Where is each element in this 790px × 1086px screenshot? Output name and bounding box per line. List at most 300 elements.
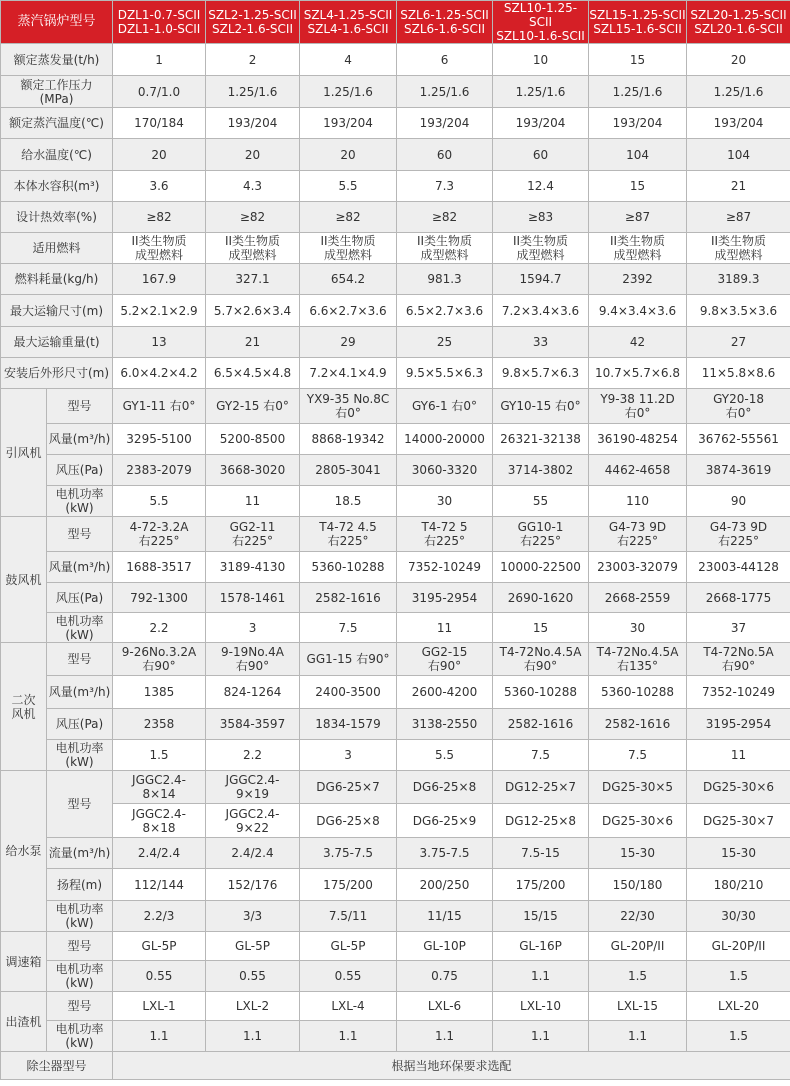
value-cell: DG25-30×5 — [589, 771, 687, 804]
value-cell: 11 — [397, 613, 493, 643]
table-row — [1, 613, 790, 643]
value-cell: DG25-30×7 — [687, 804, 790, 838]
value-cell: 3189-4130 — [206, 552, 300, 583]
table-row — [1, 233, 790, 264]
row-label: 适用燃料 — [1, 233, 113, 264]
value-cell: 9.4×3.4×3.6 — [589, 295, 687, 327]
table-row — [1, 709, 790, 740]
value-cell: 193/204 — [300, 108, 397, 139]
model-header: SZL15-1.25-SCII SZL15-1.6-SCII — [589, 1, 687, 44]
value-cell: 6.5×4.5×4.8 — [206, 358, 300, 389]
table-row — [1, 901, 790, 932]
value-cell: 0.7/1.0 — [113, 76, 206, 108]
value-cell: 7.5 — [300, 613, 397, 643]
value-cell: GL-16P — [493, 932, 589, 961]
value-cell: 2 — [206, 44, 300, 76]
value-cell: 30 — [589, 613, 687, 643]
value-cell: 15 — [493, 613, 589, 643]
row-label: 最大运输尺寸(m) — [1, 295, 113, 327]
value-cell: 7.5 — [589, 740, 687, 771]
value-cell: 1.1 — [589, 1021, 687, 1052]
value-cell: 25 — [397, 327, 493, 358]
value-cell: 7.2×4.1×4.9 — [300, 358, 397, 389]
value-cell: DG12-25×7 — [493, 771, 589, 804]
value-cell: 13 — [113, 327, 206, 358]
value-cell: GG2-15 右90° — [397, 643, 493, 676]
model-header: SZL4-1.25-SCII SZL4-1.6-SCII — [300, 1, 397, 44]
table-row — [1, 676, 790, 709]
value-cell: 2400-3500 — [300, 676, 397, 709]
sub-label: 扬程(m) — [47, 869, 113, 901]
value-cell: 3668-3020 — [206, 455, 300, 486]
value-cell: 193/204 — [206, 108, 300, 139]
model-header: SZL20-1.25-SCII SZL20-1.6-SCII — [687, 1, 790, 44]
value-cell: 2.4/2.4 — [113, 838, 206, 869]
model-header: SZL2-1.25-SCII SZL2-1.6-SCII — [206, 1, 300, 44]
table-row — [1, 139, 790, 171]
sub-label: 电机功率 (kW) — [47, 1021, 113, 1052]
value-cell: 2582-1616 — [300, 583, 397, 613]
value-cell: 5.5 — [397, 740, 493, 771]
value-cell: 20 — [206, 139, 300, 171]
table-row — [1, 389, 790, 424]
value-cell: 2668-2559 — [589, 583, 687, 613]
value-cell: 1.1 — [397, 1021, 493, 1052]
model-header: DZL1-0.7-SCII DZL1-1.0-SCII — [113, 1, 206, 44]
value-cell: GL-5P — [300, 932, 397, 961]
row-label: 最大运输重量(t) — [1, 327, 113, 358]
value-cell: 21 — [687, 171, 790, 202]
table-row — [1, 838, 790, 869]
value-cell: ≥83 — [493, 202, 589, 233]
value-cell: JGGC2.4- 8×14 — [113, 771, 206, 804]
value-cell: 15 — [589, 171, 687, 202]
table-row — [1, 643, 790, 676]
value-cell: 3060-3320 — [397, 455, 493, 486]
value-cell: 2805-3041 — [300, 455, 397, 486]
value-cell: 3.75-7.5 — [300, 838, 397, 869]
value-cell: 2358 — [113, 709, 206, 740]
value-cell: 193/204 — [589, 108, 687, 139]
table-row — [1, 44, 790, 76]
value-cell: 2383-2079 — [113, 455, 206, 486]
sub-label: 型号 — [47, 517, 113, 552]
row-label: 给水温度(℃) — [1, 139, 113, 171]
value-cell: 1 — [113, 44, 206, 76]
value-cell: 193/204 — [397, 108, 493, 139]
value-cell: 7.5-15 — [493, 838, 589, 869]
value-cell: 9.8×3.5×3.6 — [687, 295, 790, 327]
value-cell: II类生物质 成型燃料 — [300, 233, 397, 264]
footer-row — [1, 1052, 790, 1080]
sub-label: 电机功率 (kW) — [47, 740, 113, 771]
model-header: SZL6-1.25-SCII SZL6-1.6-SCII — [397, 1, 493, 44]
value-cell: JGGC2.4- 8×18 — [113, 804, 206, 838]
value-cell: 90 — [687, 486, 790, 517]
sub-label: 风压(Pa) — [47, 583, 113, 613]
group-label: 调速箱 — [1, 932, 47, 992]
value-cell: 14000-20000 — [397, 424, 493, 455]
value-cell: 327.1 — [206, 264, 300, 295]
value-cell: 11 — [206, 486, 300, 517]
value-cell: 2.2 — [206, 740, 300, 771]
value-cell: T4-72No.4.5A 右90° — [493, 643, 589, 676]
table-row — [1, 455, 790, 486]
value-cell: 7.5/11 — [300, 901, 397, 932]
row-label: 额定工作压力 (MPa) — [1, 76, 113, 108]
value-cell: 7352-10249 — [397, 552, 493, 583]
value-cell: 5360-10288 — [589, 676, 687, 709]
value-cell: II类生物质 成型燃料 — [397, 233, 493, 264]
value-cell: T4-72 5 右225° — [397, 517, 493, 552]
value-cell: 37 — [687, 613, 790, 643]
value-cell: 30 — [397, 486, 493, 517]
value-cell: 2690-1620 — [493, 583, 589, 613]
value-cell: 30/30 — [687, 901, 790, 932]
value-cell: 7352-10249 — [687, 676, 790, 709]
row-label: 燃料耗量(kg/h) — [1, 264, 113, 295]
value-cell: 2582-1616 — [493, 709, 589, 740]
value-cell: 55 — [493, 486, 589, 517]
value-cell: GL-5P — [206, 932, 300, 961]
value-cell: LXL-20 — [687, 992, 790, 1021]
value-cell: 1688-3517 — [113, 552, 206, 583]
value-cell: II类生物质 成型燃料 — [206, 233, 300, 264]
value-cell: 3/3 — [206, 901, 300, 932]
value-cell: 3138-2550 — [397, 709, 493, 740]
row-label: 本体水容积(m³) — [1, 171, 113, 202]
value-cell: 5200-8500 — [206, 424, 300, 455]
value-cell: ≥87 — [687, 202, 790, 233]
value-cell: 5360-10288 — [300, 552, 397, 583]
value-cell: 112/144 — [113, 869, 206, 901]
value-cell: 792-1300 — [113, 583, 206, 613]
value-cell: ≥82 — [113, 202, 206, 233]
value-cell: GY2-15 右0° — [206, 389, 300, 424]
value-cell: 152/176 — [206, 869, 300, 901]
value-cell: II类生物质 成型燃料 — [589, 233, 687, 264]
value-cell: DG12-25×8 — [493, 804, 589, 838]
value-cell: 1.1 — [113, 1021, 206, 1052]
value-cell: 3584-3597 — [206, 709, 300, 740]
value-cell: 2600-4200 — [397, 676, 493, 709]
value-cell: 9.5×5.5×6.3 — [397, 358, 493, 389]
value-cell: 9-26No.3.2A 右90° — [113, 643, 206, 676]
value-cell: 8868-19342 — [300, 424, 397, 455]
sub-label: 型号 — [47, 643, 113, 676]
value-cell: G4-73 9D 右225° — [687, 517, 790, 552]
value-cell: 5.2×2.1×2.9 — [113, 295, 206, 327]
sub-label: 型号 — [47, 932, 113, 961]
row-label: 额定蒸汽温度(℃) — [1, 108, 113, 139]
value-cell: 22/30 — [589, 901, 687, 932]
value-cell: 3189.3 — [687, 264, 790, 295]
value-cell: 26321-32138 — [493, 424, 589, 455]
value-cell: 2.2 — [113, 613, 206, 643]
value-cell: GG10-1 右225° — [493, 517, 589, 552]
value-cell: 3.75-7.5 — [397, 838, 493, 869]
table-row — [1, 327, 790, 358]
value-cell: 60 — [397, 139, 493, 171]
value-cell: 29 — [300, 327, 397, 358]
value-cell: 5.5 — [300, 171, 397, 202]
value-cell: 36762-55561 — [687, 424, 790, 455]
value-cell: 150/180 — [589, 869, 687, 901]
value-cell: LXL-2 — [206, 992, 300, 1021]
value-cell: 1.1 — [300, 1021, 397, 1052]
value-cell: GL-20P/II — [687, 932, 790, 961]
value-cell: 11/15 — [397, 901, 493, 932]
sub-label: 型号 — [47, 771, 113, 838]
group-label: 二次 风机 — [1, 643, 47, 771]
value-cell: G4-73 9D 右225° — [589, 517, 687, 552]
header-label: 蒸汽锅炉型号 — [1, 1, 113, 44]
value-cell: GG1-15 右90° — [300, 643, 397, 676]
value-cell: 0.55 — [206, 961, 300, 992]
value-cell: LXL-15 — [589, 992, 687, 1021]
value-cell: 2.2/3 — [113, 901, 206, 932]
value-cell: 15-30 — [687, 838, 790, 869]
sub-label: 风量(m³/h) — [47, 424, 113, 455]
value-cell: DG6-25×8 — [300, 804, 397, 838]
value-cell: 4.3 — [206, 171, 300, 202]
table-row — [1, 740, 790, 771]
value-cell: 1.25/1.6 — [300, 76, 397, 108]
table-row — [1, 992, 790, 1021]
value-cell: 110 — [589, 486, 687, 517]
value-cell: 2392 — [589, 264, 687, 295]
value-cell: 21 — [206, 327, 300, 358]
value-cell: 15-30 — [589, 838, 687, 869]
value-cell: 180/210 — [687, 869, 790, 901]
value-cell: T4-72No.4.5A 右135° — [589, 643, 687, 676]
value-cell: 15/15 — [493, 901, 589, 932]
value-cell: 27 — [687, 327, 790, 358]
value-cell: GL-5P — [113, 932, 206, 961]
group-label: 给水泵 — [1, 771, 47, 932]
value-cell: 3874-3619 — [687, 455, 790, 486]
value-cell: 170/184 — [113, 108, 206, 139]
value-cell: 3714-3802 — [493, 455, 589, 486]
value-cell: 4462-4658 — [589, 455, 687, 486]
value-cell: 193/204 — [687, 108, 790, 139]
value-cell: 654.2 — [300, 264, 397, 295]
value-cell: 1.5 — [687, 1021, 790, 1052]
value-cell: T4-72 4.5 右225° — [300, 517, 397, 552]
table-row — [1, 108, 790, 139]
table-row — [1, 171, 790, 202]
value-cell: 3.6 — [113, 171, 206, 202]
table-row — [1, 358, 790, 389]
value-cell: 1.25/1.6 — [397, 76, 493, 108]
group-label: 出渣机 — [1, 992, 47, 1052]
value-cell: DG6-25×8 — [397, 771, 493, 804]
value-cell: 9.8×5.7×6.3 — [493, 358, 589, 389]
value-cell: 4-72-3.2A 右225° — [113, 517, 206, 552]
value-cell: LXL-4 — [300, 992, 397, 1021]
value-cell: 0.55 — [300, 961, 397, 992]
value-cell: 1.1 — [206, 1021, 300, 1052]
value-cell: 6.6×2.7×3.6 — [300, 295, 397, 327]
value-cell: 20 — [300, 139, 397, 171]
footer-label: 除尘器型号 — [1, 1052, 113, 1080]
value-cell: 1.1 — [493, 1021, 589, 1052]
value-cell: 1594.7 — [493, 264, 589, 295]
value-cell: GG2-11 右225° — [206, 517, 300, 552]
value-cell: JGGC2.4- 9×22 — [206, 804, 300, 838]
value-cell: 104 — [687, 139, 790, 171]
value-cell: 5.5 — [113, 486, 206, 517]
table-row — [1, 486, 790, 517]
sub-label: 风量(m³/h) — [47, 676, 113, 709]
value-cell: 20 — [113, 139, 206, 171]
row-label: 安装后外形尺寸(m) — [1, 358, 113, 389]
value-cell: 36190-48254 — [589, 424, 687, 455]
table-row — [1, 295, 790, 327]
value-cell: 0.55 — [113, 961, 206, 992]
sub-label: 电机功率 (kW) — [47, 613, 113, 643]
table-row — [1, 76, 790, 108]
table-row — [1, 804, 790, 838]
value-cell: 33 — [493, 327, 589, 358]
table-row — [1, 771, 790, 804]
group-label: 鼓风机 — [1, 517, 47, 643]
value-cell: LXL-6 — [397, 992, 493, 1021]
value-cell: 1.5 — [589, 961, 687, 992]
table-row — [1, 961, 790, 992]
value-cell: 11 — [687, 740, 790, 771]
sub-label: 流量(m³/h) — [47, 838, 113, 869]
sub-label: 电机功率 (kW) — [47, 901, 113, 932]
sub-label: 电机功率 (kW) — [47, 961, 113, 992]
value-cell: LXL-10 — [493, 992, 589, 1021]
value-cell: ≥82 — [300, 202, 397, 233]
table-row — [1, 424, 790, 455]
value-cell: YX9-35 No.8C 右0° — [300, 389, 397, 424]
value-cell: 1.25/1.6 — [493, 76, 589, 108]
value-cell: 1834-1579 — [300, 709, 397, 740]
value-cell: ≥82 — [397, 202, 493, 233]
value-cell: II类生物质 成型燃料 — [113, 233, 206, 264]
value-cell: GY20-18 右0° — [687, 389, 790, 424]
value-cell: 42 — [589, 327, 687, 358]
table-row — [1, 202, 790, 233]
value-cell: DG6-25×9 — [397, 804, 493, 838]
table-row — [1, 517, 790, 552]
value-cell: 167.9 — [113, 264, 206, 295]
value-cell: DG6-25×7 — [300, 771, 397, 804]
value-cell: 1.1 — [493, 961, 589, 992]
value-cell: 1.25/1.6 — [589, 76, 687, 108]
value-cell: 3 — [206, 613, 300, 643]
value-cell: 23003-44128 — [687, 552, 790, 583]
value-cell: 1578-1461 — [206, 583, 300, 613]
value-cell: 3195-2954 — [397, 583, 493, 613]
value-cell: 6.0×4.2×4.2 — [113, 358, 206, 389]
spec-table-body — [1, 1, 790, 1080]
footer-value: 根据当地环保要求选配 — [113, 1052, 790, 1080]
value-cell: DG25-30×6 — [687, 771, 790, 804]
sub-label: 风量(m³/h) — [47, 552, 113, 583]
value-cell: 15 — [589, 44, 687, 76]
table-row — [1, 932, 790, 961]
value-cell: 1.5 — [113, 740, 206, 771]
sub-label: 风压(Pa) — [47, 455, 113, 486]
value-cell: GY1-11 右0° — [113, 389, 206, 424]
value-cell: 11×5.8×8.6 — [687, 358, 790, 389]
value-cell: 824-1264 — [206, 676, 300, 709]
value-cell: 104 — [589, 139, 687, 171]
value-cell: II类生物质 成型燃料 — [493, 233, 589, 264]
value-cell: LXL-1 — [113, 992, 206, 1021]
value-cell: GL-10P — [397, 932, 493, 961]
table-row — [1, 583, 790, 613]
value-cell: 1.25/1.6 — [687, 76, 790, 108]
table-row — [1, 264, 790, 295]
value-cell: 60 — [493, 139, 589, 171]
value-cell: GL-20P/II — [589, 932, 687, 961]
sub-label: 型号 — [47, 389, 113, 424]
value-cell: ≥82 — [206, 202, 300, 233]
value-cell: 12.4 — [493, 171, 589, 202]
value-cell: 200/250 — [397, 869, 493, 901]
value-cell: 2.4/2.4 — [206, 838, 300, 869]
model-header: SZL10-1.25-SCII SZL10-1.6-SCII — [493, 1, 589, 44]
value-cell: Y9-38 11.2D 右0° — [589, 389, 687, 424]
value-cell: 981.3 — [397, 264, 493, 295]
value-cell: 4 — [300, 44, 397, 76]
value-cell: 7.5 — [493, 740, 589, 771]
value-cell: 0.75 — [397, 961, 493, 992]
value-cell: 6.5×2.7×3.6 — [397, 295, 493, 327]
row-label: 额定蒸发量(t/h) — [1, 44, 113, 76]
value-cell: 3 — [300, 740, 397, 771]
value-cell: GY6-1 右0° — [397, 389, 493, 424]
value-cell: 10.7×5.7×6.8 — [589, 358, 687, 389]
sub-label: 风压(Pa) — [47, 709, 113, 740]
value-cell: 2582-1616 — [589, 709, 687, 740]
value-cell: 175/200 — [493, 869, 589, 901]
value-cell: 5360-10288 — [493, 676, 589, 709]
value-cell: 1.25/1.6 — [206, 76, 300, 108]
value-cell: 3195-2954 — [687, 709, 790, 740]
value-cell: 1.5 — [687, 961, 790, 992]
value-cell: JGGC2.4- 9×19 — [206, 771, 300, 804]
value-cell: 175/200 — [300, 869, 397, 901]
value-cell: ≥87 — [589, 202, 687, 233]
value-cell: 7.3 — [397, 171, 493, 202]
value-cell: 2668-1775 — [687, 583, 790, 613]
value-cell: 193/204 — [493, 108, 589, 139]
value-cell: 23003-32079 — [589, 552, 687, 583]
value-cell: II类生物质 成型燃料 — [687, 233, 790, 264]
value-cell: 7.2×3.4×3.6 — [493, 295, 589, 327]
value-cell: 10 — [493, 44, 589, 76]
value-cell: 6 — [397, 44, 493, 76]
table-row — [1, 552, 790, 583]
value-cell: 1385 — [113, 676, 206, 709]
value-cell: 5.7×2.6×3.4 — [206, 295, 300, 327]
value-cell: GY10-15 右0° — [493, 389, 589, 424]
table-row — [1, 869, 790, 901]
sub-label: 电机功率 (kW) — [47, 486, 113, 517]
group-label: 引风机 — [1, 389, 47, 517]
value-cell: 3295-5100 — [113, 424, 206, 455]
value-cell: DG25-30×6 — [589, 804, 687, 838]
value-cell: 20 — [687, 44, 790, 76]
table-row — [1, 1021, 790, 1052]
value-cell: 18.5 — [300, 486, 397, 517]
